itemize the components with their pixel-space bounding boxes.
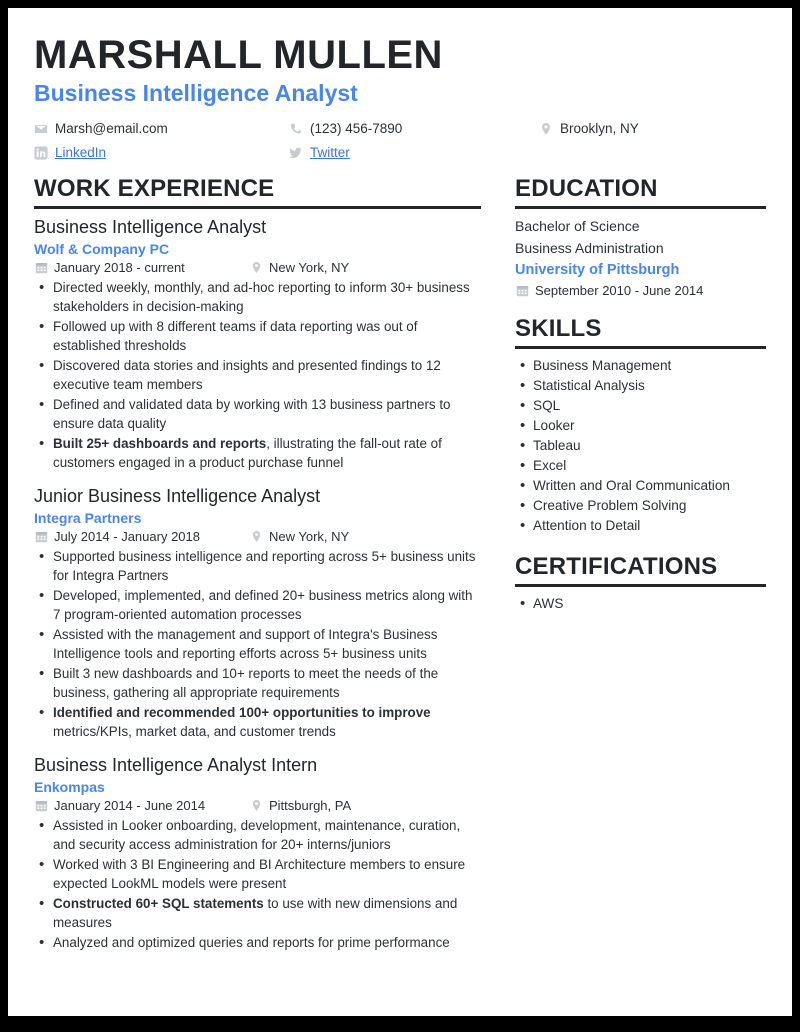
- list-item: • SQL: [515, 396, 766, 416]
- list-item: • Statistical Analysis: [515, 376, 766, 396]
- contact-linkedin-link[interactable]: LinkedIn: [55, 144, 107, 160]
- education-dates-text: September 2010 - June 2014: [535, 282, 704, 298]
- contact-linkedin[interactable]: [34, 144, 289, 162]
- contact-twitter-link[interactable]: Twitter: [310, 144, 350, 160]
- calendar-icon: [515, 283, 529, 297]
- calendar-icon: [34, 530, 48, 544]
- resume-header: [34, 34, 766, 162]
- section-work-experience: [34, 176, 481, 952]
- bullet-item: • Worked with 3 BI Engineering and BI Architecture members to ensure expected LookML models were present: [34, 855, 481, 893]
- bullet-item: • Assisted in Looker onboarding, development, maintenance, curation, and security access administration for 20+ interns/juniors: [34, 816, 481, 854]
- calendar-icon: [34, 799, 48, 813]
- resume-body: [34, 176, 766, 968]
- certifications-heading: CERTIFICATIONS: [515, 552, 718, 580]
- calendar-icon: [34, 261, 48, 275]
- bullet-highlight: Constructed 60+ SQL statements: [53, 896, 264, 912]
- contact-email-text: Marsh@email.com: [55, 120, 168, 136]
- bullet-item: • Constructed 60+ SQL statements to use with new dimensions and measures: [34, 894, 481, 932]
- bullet-item: • Identified and recommended 100+ opportunities to improve metrics/KPIs, market data, and customer trends: [34, 703, 481, 741]
- work-entry-location-text: New York, NY: [269, 260, 350, 276]
- left-column: [34, 176, 499, 968]
- work-entry: [34, 485, 481, 741]
- bullet-item: • Built 3 new dashboards and 10+ reports to meet the needs of the business, gathering all appropriate requirements: [34, 664, 481, 702]
- map-pin-icon: [539, 122, 553, 136]
- linkedin-icon: [34, 146, 48, 160]
- section-education: [515, 176, 766, 298]
- work-entry-dates: [34, 529, 249, 544]
- bullet-item: • Followed up with 8 different teams if data reporting was out of established thresholds: [34, 317, 481, 355]
- list-item: • AWS: [515, 594, 766, 614]
- work-entry-location: [249, 529, 349, 544]
- work-entry-title: Business Intelligence Analyst Intern: [34, 755, 318, 776]
- education-dates: [515, 283, 766, 298]
- contact-email: [34, 120, 289, 138]
- list-item: • Excel: [515, 456, 766, 476]
- work-entry-location: [249, 260, 349, 275]
- map-pin-icon: [249, 261, 263, 275]
- work-entry-dates-text: July 2014 - January 2018: [54, 529, 200, 545]
- education-degree: Bachelor of Science: [515, 218, 640, 235]
- education-school: University of Pittsburgh: [515, 261, 680, 278]
- section-certifications: [515, 554, 766, 614]
- contact-phone: [289, 120, 539, 138]
- skills-heading: SKILLS: [515, 314, 602, 342]
- candidate-job-title: Business Intelligence Analyst: [34, 80, 358, 106]
- bullet-highlight: Identified and recommended 100+ opportunities to improve: [53, 705, 431, 721]
- work-entry-bullets: [34, 816, 481, 952]
- work-entry-meta: [34, 529, 481, 544]
- phone-icon: [289, 122, 303, 136]
- envelope-icon: [34, 122, 48, 136]
- right-column: [499, 176, 766, 968]
- education-field: Business Administration: [515, 240, 664, 257]
- work-entry-company: Enkompas: [34, 778, 105, 795]
- bullet-item: • Assisted with the management and support of Integra's Business Intelligence tools and reporting efforts across 5+ business units: [34, 625, 481, 663]
- list-item: • Tableau: [515, 436, 766, 456]
- bullet-item: • Built 25+ dashboards and reports, illustrating the fall-out rate of customers engaged in a product purchase funnel: [34, 434, 481, 472]
- work-entry-title: Business Intelligence Analyst: [34, 217, 267, 238]
- work-experience-divider: [34, 206, 481, 209]
- work-entry-company: Wolf & Company PC: [34, 240, 170, 257]
- bullet-highlight: Built 25+ dashboards and reports: [53, 436, 267, 452]
- work-entry-dates-text: January 2018 - current: [54, 260, 185, 276]
- candidate-name: MARSHALL MULLEN: [34, 33, 443, 77]
- work-entry-dates-text: January 2014 - June 2014: [54, 798, 206, 814]
- education-divider: [515, 206, 766, 209]
- work-entry-dates: [34, 260, 249, 275]
- bullet-item: • Developed, implemented, and defined 20+ business metrics along with 7 program-oriented automation processes: [34, 586, 481, 624]
- work-entry-company: Integra Partners: [34, 509, 142, 526]
- map-pin-icon: [249, 530, 263, 544]
- list-item: • Attention to Detail: [515, 516, 766, 536]
- map-pin-icon: [249, 799, 263, 813]
- contact-location: [539, 120, 766, 138]
- skills-divider: [515, 346, 766, 349]
- resume-page: [8, 8, 792, 1016]
- contact-phone-text: (123) 456-7890: [310, 120, 403, 136]
- contact-location-text: Brooklyn, NY: [560, 120, 639, 136]
- work-entry-title: Junior Business Intelligence Analyst: [34, 486, 321, 507]
- work-entry-location: [249, 798, 351, 813]
- list-item: • Written and Oral Communication: [515, 476, 766, 496]
- work-entry: [34, 754, 481, 952]
- work-entry-location-text: New York, NY: [269, 529, 350, 545]
- work-entry-bullets: [34, 278, 481, 472]
- education-heading: EDUCATION: [515, 175, 658, 203]
- list-item: • Creative Problem Solving: [515, 496, 766, 516]
- work-entry-location-text: Pittsburgh, PA: [269, 798, 352, 814]
- bullet-item: • Discovered data stories and insights and presented findings to 12 executive team members: [34, 356, 481, 394]
- work-entry-dates: [34, 798, 249, 813]
- list-item: • Looker: [515, 416, 766, 436]
- twitter-icon: [289, 146, 303, 160]
- work-experience-heading: WORK EXPERIENCE: [34, 175, 275, 203]
- certifications-list: [515, 594, 766, 614]
- work-entry-meta: [34, 798, 481, 813]
- contact-info: [34, 120, 766, 162]
- work-entry-bullets: [34, 547, 481, 741]
- bullet-item: • Defined and validated data by working with 13 business partners to ensure data quality: [34, 395, 481, 433]
- bullet-item: • Supported business intelligence and reporting across 5+ business units for Integra Partners: [34, 547, 481, 585]
- skills-list: [515, 356, 766, 536]
- certifications-divider: [515, 584, 766, 587]
- list-item: • Business Management: [515, 356, 766, 376]
- bullet-item: • Directed weekly, monthly, and ad-hoc reporting to inform 30+ business stakeholders in decision-making: [34, 278, 481, 316]
- section-skills: [515, 316, 766, 536]
- work-entry: [34, 216, 481, 472]
- bullet-item: • Analyzed and optimized queries and reports for prime performance: [34, 933, 481, 952]
- contact-twitter[interactable]: [289, 144, 539, 162]
- work-entry-meta: [34, 260, 481, 275]
